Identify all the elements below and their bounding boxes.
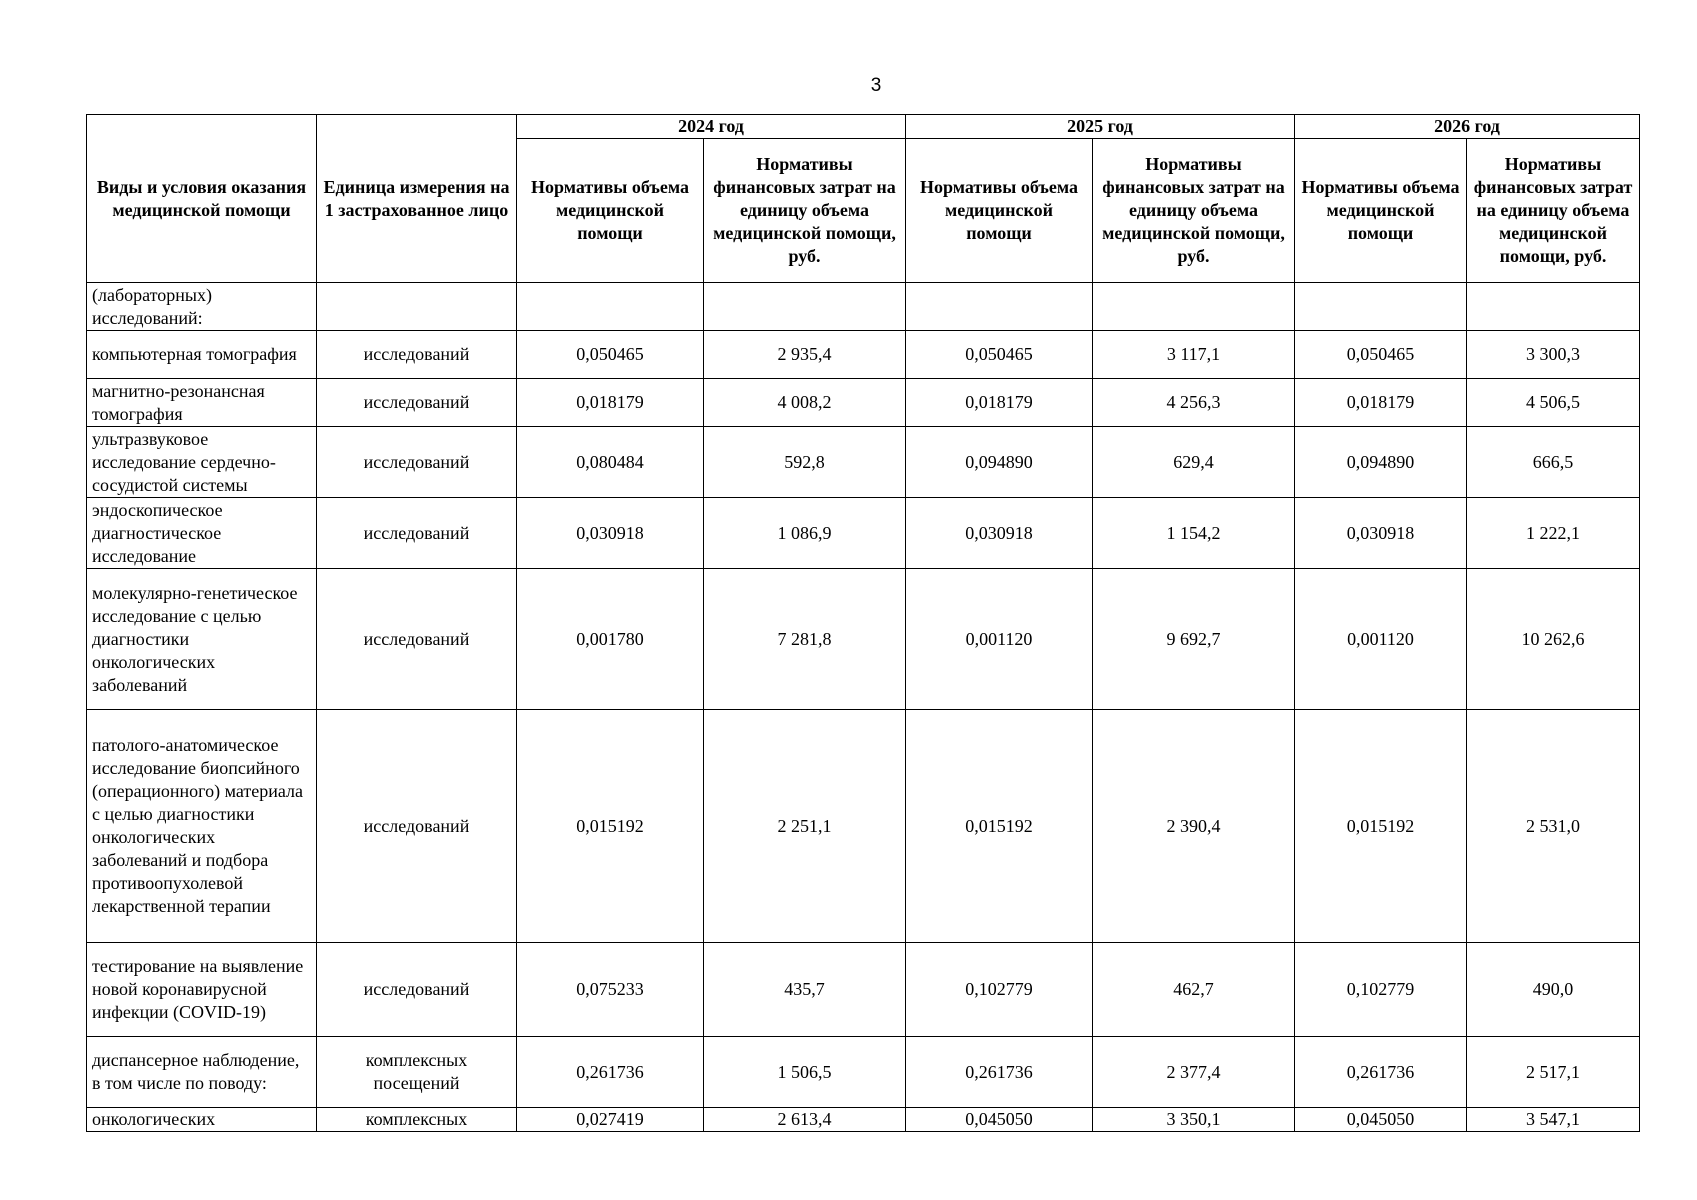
header-volume-norm-2024: Нормативы объема медицинской помощи xyxy=(517,139,704,283)
row-unit: исследований xyxy=(317,943,517,1037)
cost-norm-2025 xyxy=(1093,283,1295,331)
cost-norm-2024: 1 086,9 xyxy=(704,498,906,569)
volume-norm-2024: 0,050465 xyxy=(517,331,704,379)
volume-norm-2026: 0,102779 xyxy=(1295,943,1467,1037)
cost-norm-2026: 490,0 xyxy=(1467,943,1640,1037)
header-type-of-care: Виды и условия оказания медицинской помощи xyxy=(87,115,317,283)
table-row xyxy=(87,1037,1640,1108)
row-unit: исследований xyxy=(317,498,517,569)
row-unit: комплексных посещений xyxy=(317,1037,517,1108)
cost-norm-2025: 2 390,4 xyxy=(1093,710,1295,943)
row-name: тестирование на выявление новой коронавирусной инфекции (COVID-19) xyxy=(87,943,317,1037)
cost-norm-2025: 1 154,2 xyxy=(1093,498,1295,569)
volume-norm-2025: 0,030918 xyxy=(906,498,1093,569)
table-row xyxy=(87,1108,1640,1132)
cost-norm-2026: 1 222,1 xyxy=(1467,498,1640,569)
table-row xyxy=(87,569,1640,710)
volume-norm-2025 xyxy=(906,283,1093,331)
volume-norm-2024: 0,015192 xyxy=(517,710,704,943)
volume-norm-2025: 0,018179 xyxy=(906,379,1093,427)
row-name: магнитно-резонансная томография xyxy=(87,379,317,427)
cost-norm-2026: 10 262,6 xyxy=(1467,569,1640,710)
cost-norm-2025: 462,7 xyxy=(1093,943,1295,1037)
volume-norm-2024: 0,080484 xyxy=(517,427,704,498)
cost-norm-2024: 435,7 xyxy=(704,943,906,1037)
header-volume-norm-2025: Нормативы объема медицинской помощи xyxy=(906,139,1093,283)
cost-norm-2024: 2 935,4 xyxy=(704,331,906,379)
header-unit: Единица измерения на 1 застрахованное лицо xyxy=(317,115,517,283)
cost-norm-2024: 2 613,4 xyxy=(704,1108,906,1132)
cost-norm-2025: 3 117,1 xyxy=(1093,331,1295,379)
cost-norm-2025: 629,4 xyxy=(1093,427,1295,498)
volume-norm-2024: 0,018179 xyxy=(517,379,704,427)
cost-norm-2026: 4 506,5 xyxy=(1467,379,1640,427)
volume-norm-2024: 0,030918 xyxy=(517,498,704,569)
volume-norm-2024 xyxy=(517,283,704,331)
volume-norm-2026: 0,094890 xyxy=(1295,427,1467,498)
cost-norm-2024: 4 008,2 xyxy=(704,379,906,427)
cost-norm-2025: 2 377,4 xyxy=(1093,1037,1295,1108)
cost-norm-2026: 666,5 xyxy=(1467,427,1640,498)
table-row xyxy=(87,331,1640,379)
volume-norm-2025: 0,050465 xyxy=(906,331,1093,379)
cost-norm-2024: 7 281,8 xyxy=(704,569,906,710)
volume-norm-2026: 0,050465 xyxy=(1295,331,1467,379)
row-name: (лабораторных) исследований: xyxy=(87,283,317,331)
table-row xyxy=(87,943,1640,1037)
volume-norm-2024: 0,001780 xyxy=(517,569,704,710)
row-unit xyxy=(317,283,517,331)
row-unit: исследований xyxy=(317,710,517,943)
row-name: молекулярно-генетическое исследование с целью диагностики онкологических заболеваний xyxy=(87,569,317,710)
table-row xyxy=(87,498,1640,569)
volume-norm-2025: 0,094890 xyxy=(906,427,1093,498)
header-cost-norm-2026: Нормативы финансовых затрат на единицу объема медицинской помощи, руб. xyxy=(1467,139,1640,283)
volume-norm-2026: 0,015192 xyxy=(1295,710,1467,943)
row-name: диспансерное наблюдение, в том числе по поводу: xyxy=(87,1037,317,1108)
cost-norm-2024: 1 506,5 xyxy=(704,1037,906,1108)
cost-norm-2026: 2 517,1 xyxy=(1467,1037,1640,1108)
header-cost-norm-2024: Нормативы финансовых затрат на единицу объема медицинской помощи, руб. xyxy=(704,139,906,283)
volume-norm-2025: 0,261736 xyxy=(906,1037,1093,1108)
volume-norm-2024: 0,075233 xyxy=(517,943,704,1037)
cost-norm-2025: 9 692,7 xyxy=(1093,569,1295,710)
page-number: 3 xyxy=(870,75,882,96)
header-volume-norm-2026: Нормативы объема медицинской помощи xyxy=(1295,139,1467,283)
row-unit: исследований xyxy=(317,569,517,710)
cost-norm-2024: 2 251,1 xyxy=(704,710,906,943)
volume-norm-2026: 0,045050 xyxy=(1295,1108,1467,1132)
volume-norm-2024: 0,027419 xyxy=(517,1108,704,1132)
row-name: онкологических xyxy=(87,1108,317,1132)
cost-norm-2024: 592,8 xyxy=(704,427,906,498)
cost-norm-2024 xyxy=(704,283,906,331)
volume-norm-2026: 0,018179 xyxy=(1295,379,1467,427)
volume-norm-2025: 0,015192 xyxy=(906,710,1093,943)
row-unit: комплексных xyxy=(317,1108,517,1132)
row-unit: исследований xyxy=(317,379,517,427)
cost-norm-2026: 3 300,3 xyxy=(1467,331,1640,379)
volume-norm-2025: 0,045050 xyxy=(906,1108,1093,1132)
volume-norm-2026 xyxy=(1295,283,1467,331)
cost-norm-2026 xyxy=(1467,283,1640,331)
row-unit: исследований xyxy=(317,427,517,498)
norms-table xyxy=(86,114,1640,1132)
cost-norm-2025: 4 256,3 xyxy=(1093,379,1295,427)
cost-norm-2026: 2 531,0 xyxy=(1467,710,1640,943)
cost-norm-2025: 3 350,1 xyxy=(1093,1108,1295,1132)
volume-norm-2026: 0,001120 xyxy=(1295,569,1467,710)
volume-norm-2026: 0,261736 xyxy=(1295,1037,1467,1108)
row-name: эндоскопическое диагностическое исследование xyxy=(87,498,317,569)
table-row xyxy=(87,379,1640,427)
header-year-2025: 2025 год xyxy=(906,115,1295,139)
volume-norm-2025: 0,001120 xyxy=(906,569,1093,710)
header-year-2024: 2024 год xyxy=(517,115,906,139)
table-row xyxy=(87,710,1640,943)
row-unit: исследований xyxy=(317,331,517,379)
header-cost-norm-2025: Нормативы финансовых затрат на единицу объема медицинской помощи, руб. xyxy=(1093,139,1295,283)
row-name: компьютерная томография xyxy=(87,331,317,379)
cost-norm-2026: 3 547,1 xyxy=(1467,1108,1640,1132)
volume-norm-2026: 0,030918 xyxy=(1295,498,1467,569)
table-row xyxy=(87,283,1640,331)
row-name: патолого-анатомическое исследование биопсийного (операционного) материала с целью диагностики онкологических заболеваний и подбора противоопухолевой лекарственной терапии xyxy=(87,710,317,943)
volume-norm-2024: 0,261736 xyxy=(517,1037,704,1108)
volume-norm-2025: 0,102779 xyxy=(906,943,1093,1037)
table-body xyxy=(87,283,1640,1132)
header-year-2026: 2026 год xyxy=(1295,115,1640,139)
table-row xyxy=(87,427,1640,498)
row-name: ультразвуковое исследование сердечно-сосудистой системы xyxy=(87,427,317,498)
